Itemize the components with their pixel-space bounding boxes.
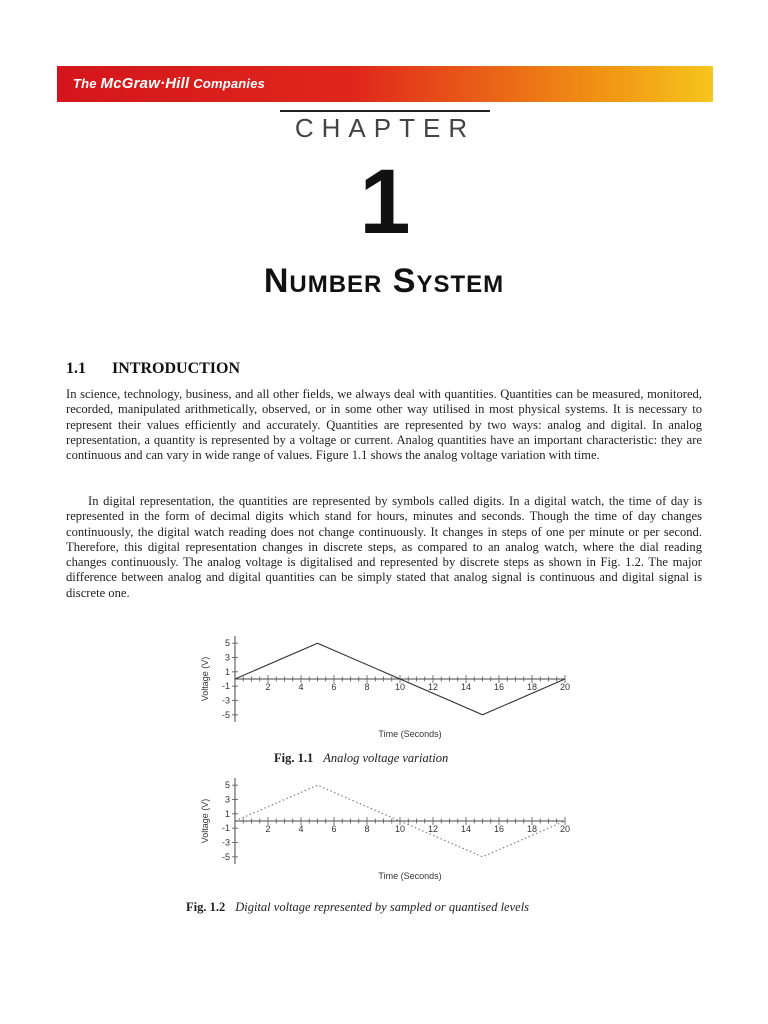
section-number: 1.1 <box>66 360 86 377</box>
x-tick-label: 8 <box>364 682 370 692</box>
x-tick-label: 6 <box>331 824 337 834</box>
section-title: INTRODUCTION <box>112 360 241 377</box>
figure-2-caption <box>186 900 529 915</box>
figure-2-label: Fig. 1.2 <box>186 900 226 914</box>
y-tick-label: -1 <box>221 823 230 834</box>
publisher-banner <box>57 66 713 102</box>
x-tick-label: 16 <box>493 682 505 692</box>
y-tick-label: 3 <box>224 652 230 663</box>
figure-digital <box>195 772 575 884</box>
chapter-title: Number System <box>263 262 505 300</box>
publisher-name: McGraw·Hill <box>100 75 190 92</box>
y-tick-label: -3 <box>221 837 230 848</box>
x-tick-label: 2 <box>265 682 271 692</box>
x-tick-label: 18 <box>526 682 538 692</box>
publisher-logo <box>73 75 265 92</box>
x-tick-label: 10 <box>394 682 406 692</box>
y-tick-label: 1 <box>224 666 230 677</box>
section-heading <box>66 360 240 378</box>
x-tick-label: 2 <box>265 824 271 834</box>
x-tick-label: 4 <box>298 682 304 692</box>
x-axis-label: Time (Seconds) <box>378 871 442 881</box>
analog-voltage-chart <box>195 630 575 742</box>
y-tick-label: 5 <box>224 780 230 791</box>
figure-1-caption <box>274 751 448 766</box>
digital-voltage-chart <box>195 772 575 884</box>
publisher-prefix: The <box>73 76 101 91</box>
paragraph-intro: In science, technology, business, and all other fields, we always deal with quantities. Quantities can be measured, monitored, recorded, manipulated arithmetically, observed, or in some other way utilised in most physical systems. It is necessary to represent their values efficiently and accurately. Quantities are represented by two ways: analog and digital. In analog representation, a quantity is represented by a voltage or current. Analog quantities have an important characteristic: they are continuous and can vary in wide range of values. Figure 1.1 shows the analog voltage variation with time. <box>66 387 702 463</box>
y-tick-label: -1 <box>221 681 230 692</box>
x-tick-label: 12 <box>427 682 439 692</box>
figure-1-label: Fig. 1.1 <box>274 751 314 765</box>
x-tick-label: 8 <box>364 824 370 834</box>
chapter-number: 1 <box>359 151 411 253</box>
y-axis-label: Voltage (V) <box>200 656 210 702</box>
chapter-rule <box>280 110 490 112</box>
x-tick-label: 4 <box>298 824 304 834</box>
x-tick-label: 14 <box>460 824 472 834</box>
x-tick-label: 18 <box>526 824 538 834</box>
y-tick-label: 1 <box>224 808 230 819</box>
x-tick-label: 20 <box>559 824 571 834</box>
x-tick-label: 16 <box>493 824 505 834</box>
x-tick-label: 12 <box>427 824 439 834</box>
figure-1-text: Analog voltage variation <box>323 751 449 765</box>
y-tick-label: -5 <box>221 851 230 862</box>
y-tick-label: -3 <box>221 695 230 706</box>
x-axis-label: Time (Seconds) <box>378 729 442 739</box>
figure-2-text: Digital voltage represented by sampled or quantised levels <box>235 900 530 914</box>
y-tick-label: 3 <box>224 794 230 805</box>
y-axis-label: Voltage (V) <box>200 798 210 844</box>
x-tick-label: 14 <box>460 682 472 692</box>
x-tick-label: 10 <box>394 824 406 834</box>
paragraph-digital: In digital representation, the quantities are represented by symbols called digits. In a digital watch, the time of day is represented in the form of decimal digits which stand for hours, minutes and seconds. Though the time of day changes continuously, the digital watch reading does not change continuously. It changes in steps of one per minute or per second. Therefore, this digital representation changes in discrete steps, as compared to an analog watch, where the dial reading changes continuously. The analog voltage is digitalised and represented by discrete steps as shown in Fig. 1.2. The major difference between analog and digital quantities can be simply stated that analog signal is continuous and digital signal is discrete one. <box>66 494 702 600</box>
x-tick-label: 6 <box>331 682 337 692</box>
publisher-suffix: Companies <box>189 76 266 91</box>
x-tick-label: 20 <box>559 682 571 692</box>
y-tick-label: 5 <box>224 638 230 649</box>
chapter-label: CHAPTER <box>294 113 476 143</box>
figure-analog <box>195 630 575 742</box>
y-tick-label: -5 <box>221 709 230 720</box>
